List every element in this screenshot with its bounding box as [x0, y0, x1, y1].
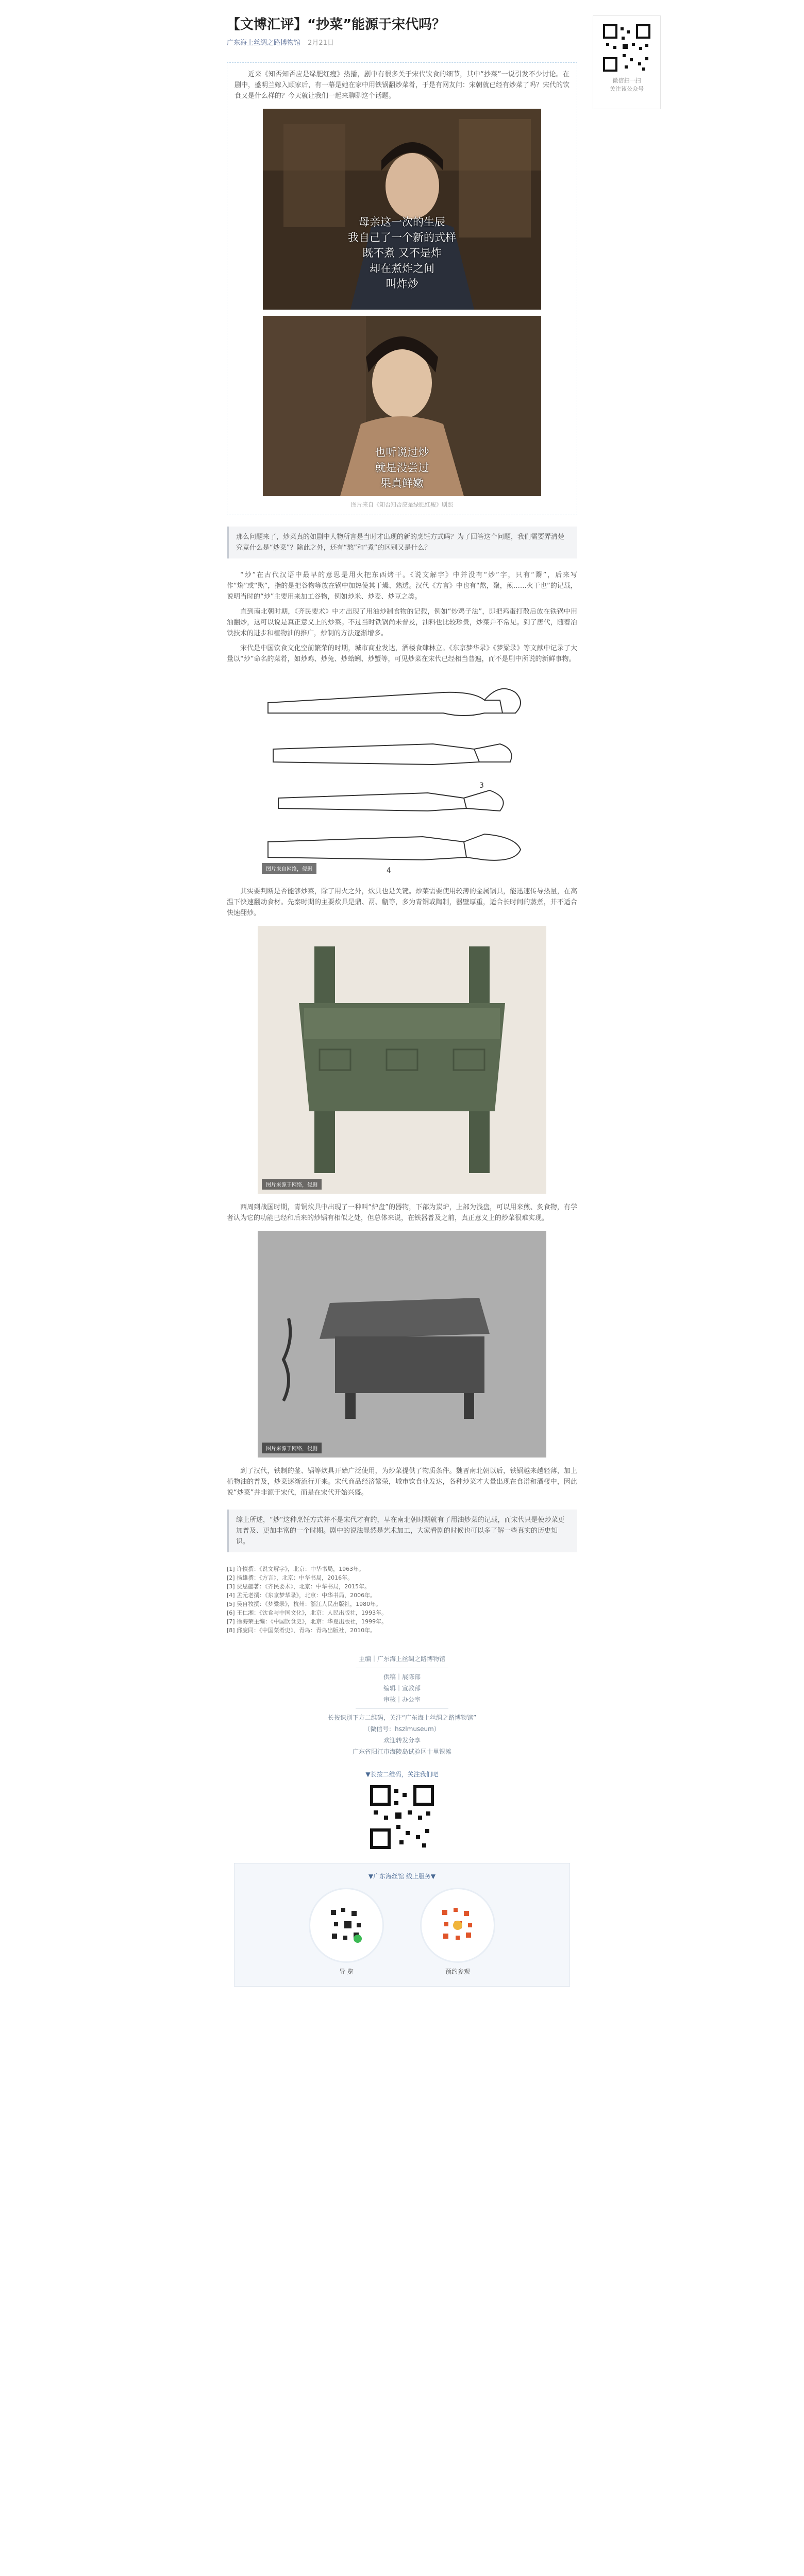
booking-label: 预约参观 — [445, 1968, 470, 1975]
subtitle-line: 也听说过炒 — [375, 446, 429, 459]
guide-qr-code[interactable] — [309, 1888, 384, 1963]
wechat-id: （微信号：hszlmuseum） — [364, 1725, 440, 1733]
body-paragraph: 到了汉代，铁制的釜、锅等炊具开始广泛使用，为炒菜提供了物质条件。魏晋南北朝以后，铁锅越来越轻薄，加上植物油的普及，炒菜逐渐流行开来。宋代商品经济繁荣，城市饮食业发达，各种炒菜才大量出现在食谱和酒楼中，因此说“炒菜”并非源于宋代，而是在宋代开始兴盛。 — [227, 1467, 577, 1497]
reference-item: [3] 贾思勰著：《齐民要术》，北京：中华书局，2015年。 — [227, 1583, 371, 1590]
figure-label: 图片来源于网络，侵删 — [262, 1443, 322, 1453]
reference-item: [5] 吴自牧撰：《梦粱录》，杭州：浙江人民出版社，1980年。 — [227, 1601, 382, 1607]
publish-date: 2月21日 — [308, 39, 334, 47]
subtitle-line: 果真鲜嫩 — [380, 477, 424, 489]
article-container — [227, 15, 577, 1987]
credit-line: 供稿｜展陈部 — [383, 1673, 421, 1681]
follow-qr-section — [227, 1770, 577, 1851]
booking-qr-code[interactable] — [420, 1888, 495, 1963]
qr-icon — [602, 23, 651, 73]
subtitle-line: 我自己了一个新的式样 — [348, 231, 456, 244]
footer-address: 广东省阳江市海陵岛试验区十里银滩 — [352, 1748, 451, 1755]
body-paragraph: 西周到战国时期，青铜炊具中出现了一种叫“炉盘”的器物，下部为炭炉，上部为浅盘，可以用来煎、炙食物，有学者认为它的功能已经和后来的炒锅有相似之处，但总体来说，在铁器普及之前，真正意义上的炒菜很难实现。 — [227, 1204, 577, 1222]
follow-text: 长按识别下方二维码，关注“广东海上丝绸之路博物馆” — [327, 1714, 477, 1721]
guide-label: 导 览 — [339, 1968, 354, 1975]
reference-item: [6] 王仁湘：《饮食与中国文化》，北京：人民出版社，1993年。 — [227, 1609, 388, 1616]
svg-text:4: 4 — [387, 867, 391, 875]
divider — [356, 1708, 448, 1709]
figure-label: 图片来自网络，侵删 — [262, 863, 316, 874]
body-section — [227, 570, 577, 665]
follow-prompt: ▼长按二维码，关注我们吧 — [365, 1771, 439, 1778]
subtitle-line: 母亲这一次的生辰 — [359, 216, 445, 228]
reference-item: [7] 徐海荣主编：《中国饮食史》，北京：华夏出版社，1999年。 — [227, 1618, 388, 1625]
credit-line: 编辑｜宣教部 — [383, 1685, 421, 1692]
side-qr-box — [593, 15, 661, 109]
source-link[interactable]: 广东海上丝绸之路博物馆 — [227, 39, 301, 47]
bronze-vessel — [258, 926, 546, 1194]
svg-text:3: 3 — [479, 782, 484, 790]
body-paragraph: 直到南北朝时期，《齐民要术》中才出现了用油炒制食物的记载，例如“炒鸡子法”，即把鸡蛋打散后放在铁锅中用油翻炒，这可以说是真正意义上的炒菜。不过当时铁锅尚未普及，油料也比较珍贵，炒菜并不常见。到了唐代，随着冶铁技术的进步和植物油的推广，炒制的方法逐渐增多。 — [227, 608, 577, 637]
bronze-vessel-figure — [258, 926, 546, 1194]
stove-pan-figure — [258, 1231, 546, 1458]
subtitle-line: 既不煮 又不是炸 — [362, 247, 442, 259]
knife-drawing — [258, 672, 546, 878]
credit-line: 审核｜办公室 — [383, 1696, 421, 1703]
knife-drawing-figure — [258, 672, 546, 878]
article-title: 【文博汇评】“抄菜”能源于宋代吗？ — [227, 17, 446, 32]
subtitle-line: 却在煮炸之间 — [370, 262, 434, 275]
footer-subnote: 欢迎转发分享 — [383, 1737, 421, 1744]
conclusion-quote: 综上所述，“炒”这种烹饪方式并不是宋代才有的，早在南北朝时期就有了用油炒菜的记载，而宋代只是使炒菜更加普及、更加丰富的一个时期。剧中的说法显然是艺术加工，大家看剧的时候也可以多了解一些真实的历史知识。 — [227, 1510, 577, 1552]
qr-icon — [368, 1784, 435, 1851]
question-quote: 那么问题来了，炒菜真的如剧中人物所言是当时才出现的新的烹饪方式吗？为了回答这个问题，我们需要弄清楚究竟什么是“炒菜”？除此之外，还有“熬”和“煮”的区别又是什么？ — [227, 527, 577, 558]
services-header: ▼广东海丝馆 线上服务▼ — [368, 1873, 436, 1880]
references — [227, 1565, 577, 1635]
subtitle-line: 就是没尝过 — [375, 462, 429, 474]
qr-icon — [432, 1900, 483, 1951]
drama-still-1 — [263, 109, 541, 310]
reference-item: [1] 许慎撰：《说文解字》，北京：中华书局，1963年。 — [227, 1566, 365, 1572]
still-caption: 图片来自《知否知否应是绿肥红瘦》剧照 — [351, 501, 453, 508]
account-qr-code[interactable] — [602, 23, 651, 73]
intro-box — [227, 62, 577, 515]
guide-qr-item[interactable] — [309, 1888, 384, 1976]
reference-item: [4] 孟元老撰：《东京梦华录》，北京：中华书局，2006年。 — [227, 1592, 376, 1599]
reference-item: [8] 邱庞同：《中国菜肴史》，青岛：青岛出版社，2010年。 — [227, 1627, 376, 1634]
reference-item: [2] 扬雄撰：《方言》，北京：中华书局，2016年。 — [227, 1574, 354, 1581]
online-services-box — [234, 1863, 570, 1987]
credits-footer — [227, 1653, 577, 1757]
article-meta — [227, 37, 577, 47]
body-paragraph: 其实要判断是否能够炒菜，除了用火之外，炊具也是关键。炒菜需要使用较薄的金属锅具，能迅速传导热量，在高温下快速翻动食材。先秦时期的主要炊具是鼎、鬲、甗等，多为青铜或陶制，器壁厚重，适合长时间的蒸煮，并不适合快速翻炒。 — [227, 888, 577, 917]
qr-text-line1: 微信扫一扫 — [612, 77, 641, 84]
stove-pan — [258, 1231, 546, 1458]
follow-qr-code[interactable] — [368, 1784, 435, 1851]
credit-line: 主编｜广东海上丝绸之路博物馆 — [358, 1655, 445, 1663]
intro-paragraph: 近来《知否知否应是绿肥红瘦》热播，剧中有很多关于宋代饮食的细节，其中“抄菜”一说引发不少讨论。在剧中，盛明兰嫁入顾家后，有一幕是她在家中用铁锅翻炒菜肴，于是有网友问：宋朝就已经有炒菜了吗？宋代的饮食又是什么样的？今天就让我们一起来聊聊这个话题。 — [234, 71, 570, 100]
subtitle-line: 叫炸炒 — [386, 278, 418, 290]
body-paragraph: 宋代是中国饮食文化空前繁荣的时期，城市商业发达，酒楼食肆林立。《东京梦华录》《梦粱录》等文献中记录了大量以“炒”命名的菜肴，如炒鸡、炒兔、炒蛤蜊、炒蟹等，可见炒菜在宋代已经相当普遍，而不是剧中所说的新鲜事物。 — [227, 645, 577, 663]
qr-text-line2: 关注该公众号 — [610, 86, 644, 92]
body-paragraph: “炒”在古代汉语中最早的意思是用火把东西烤干。《说文解字》中并没有“炒”字，只有“鬻”，后来写作“煼”或“焣”，指的是把谷物等放在锅中加热使其干燥、熟透。汉代《方言》中也有“熬，聚，煎……火干也”的记载，说明当时的“炒”主要用来加工谷物，例如炒米、炒麦、炒豆之类。 — [227, 571, 577, 601]
qr-icon — [321, 1900, 372, 1951]
drama-still-2 — [263, 316, 541, 496]
figure-label: 图片来源于网络，侵删 — [262, 1179, 322, 1190]
booking-qr-item[interactable] — [420, 1888, 495, 1976]
